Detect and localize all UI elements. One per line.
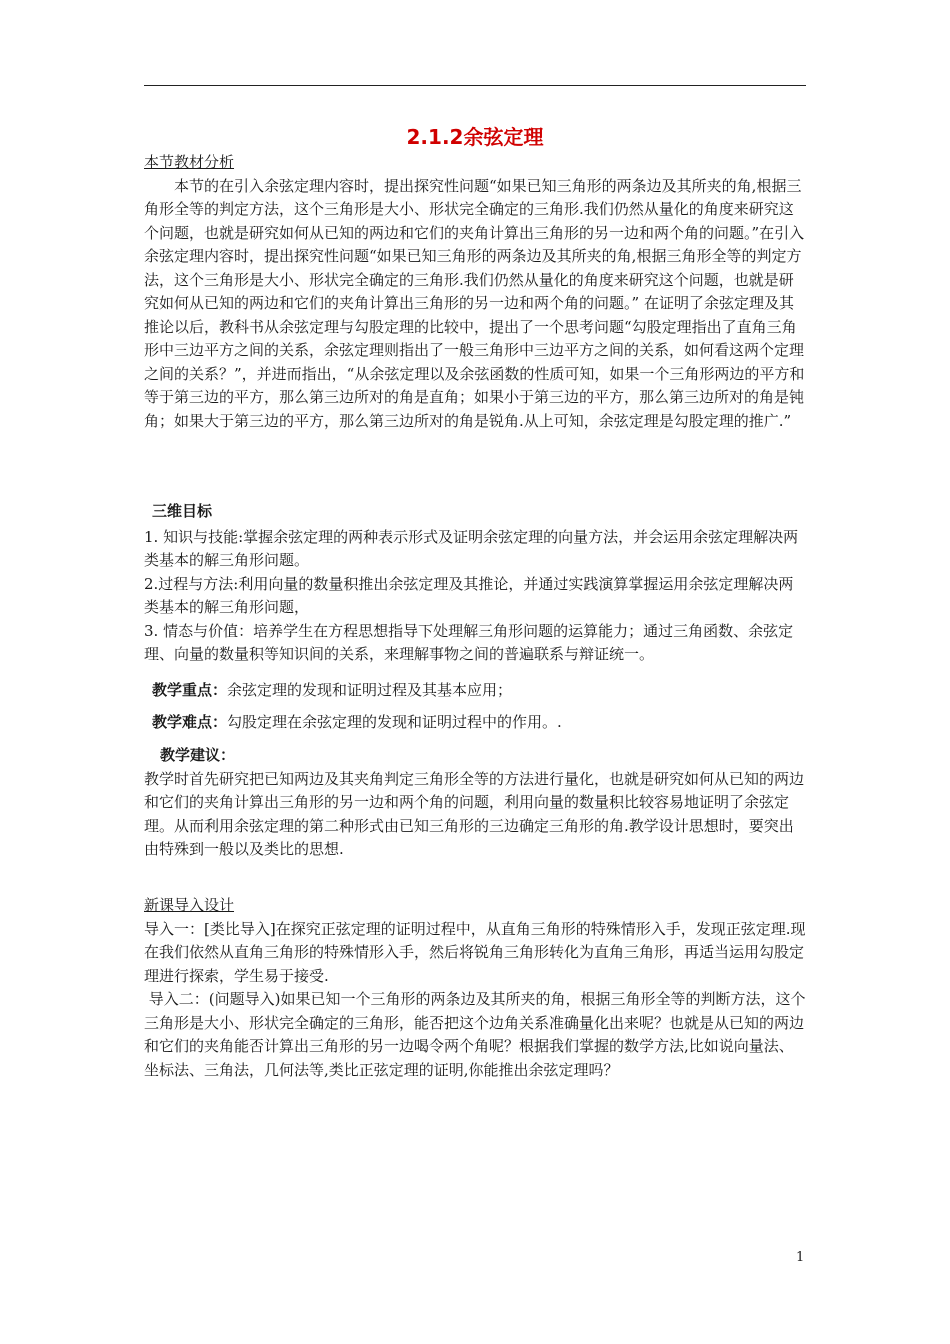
difficulty-line [144,711,806,735]
goal-item-knowledge: 1. 知识与技能:掌握余弦定理的两种表示形式及证明余弦定理的向量方法，并会运用余弦定理解决两类基本的解三角形问题。 [144,527,799,569]
section-suggestion [144,744,806,862]
intro-one-paragraph: 导入一：[类比导入]在探究正弦定理的证明过程中，从直角三角形的特殊情形入手，发现正弦定理.现在我们依然从直角三角形的特殊情形入手，然后将锐角三角形转化为直角三角形，再适当运用勾股定理进行探索，学生易于接受. [144,919,806,985]
difficulty-text: 勾股定理在余弦定理的发现和证明过程中的作用。. [227,713,562,731]
suggestion-paragraph: 教学时首先研究把已知两边及其夹角判定三角形全等的方法进行量化，也就是研究如何从已知的两边和它们的夹角计算出三角形的另一边和两个角的问题，利用向量的数量积比较容易地证明了余弦定理。从而利用余弦定理的第二种形式由已知三角形的三边确定三角形的角.教学设计思想时，要突出由特殊到一般以及类比的思想. [144,769,805,858]
section-heading-goals: 三维目标 [152,502,213,520]
intro-two-paragraph: 导入二：(问题导入)如果已知一个三角形的两条边及其所夹的角，根据三角形全等的判断方法，这个三角形是大小、形状完全确定的三角形，能否把这个边角关系准确量化出来呢？也就是从已知的两边和它们的夹角能否计算出三角形的另一边喝令两个角呢？根据我们掌握的数学方法,比如说向量法、坐标法、三角法，几何法等,类比正弦定理的证明,你能推出余弦定理吗？ [144,990,806,1079]
section-heading-suggestion: 教学建议： [160,746,236,764]
key-point-line [144,679,806,703]
goal-item-values: 3. 情态与价值：培养学生在方程思想指导下处理解三角形问题的运算能力；通过三角函数、余弦定理、向量的数量积等知识间的关系，来理解事物之间的普遍联系与辩证统一。 [144,621,794,663]
section-analysis [144,151,806,433]
page-number: 1 [796,1250,805,1265]
key-point-text: 余弦定理的发现和证明过程及其基本应用； [227,681,513,699]
analysis-paragraph: 本节的在引入余弦定理内容时，提出探究性问题“如果已知三角形的两条边及其所夹的角,根据三角形全等的判定方法，这个三角形是大小、形状完全确定的三角形.我们仍然从量化的角度来研究这个问题，也就是研究如何从已知的两边和它们的夹角计算出三角形的另一边和两个角的问题。”在引入余弦定理内容时，提出探究性问题“如果已知三角形的两条边及其所夹的角,根据三角形全等的判定方法，这个三角形是大小、形状完全确定的三角形.我们仍然从量化的角度来研究这个问题，也就是研究如何从已知的两边和它们的夹角计算出三角形的另一边和两个角的问题。” 在证明了余弦定理及其推论以后，教科书从余弦定理与勾股定理的比较中，提出了一个思考问题“勾股定理指出了直角三角形中三边平方之间的关系，余弦定理则指出了一般三角形中三边平方之间的关系，如何看这两个定理之间的关系？”，并进而指出，“从余弦定理以及余弦函数的性质可知，如果一个三角形两边的平方和等于第三边的平方，那么第三边所对的角是直角；如果小于第三边的平方，那么第三边所对的角是钝角；如果大于第三边的平方，那么第三边所对的角是锐角.从上可知，余弦定理是勾股定理的推广.” [144,176,805,430]
section-goals [144,500,806,667]
page-title: 2.1.2余弦定理 [406,125,544,149]
section-heading-analysis: 本节教材分析 [144,153,235,171]
header-rule [144,85,806,86]
goal-item-process: 2.过程与方法:利用向量的数量积推出余弦定理及其推论，并通过实践演算掌握运用余弦定理解决两类基本的解三角形问题， [144,574,794,616]
section-heading-intro: 新课导入设计 [144,896,235,914]
difficulty-label: 教学难点： [152,713,228,731]
section-intro [144,894,806,1082]
key-point-label: 教学重点： [152,681,228,699]
